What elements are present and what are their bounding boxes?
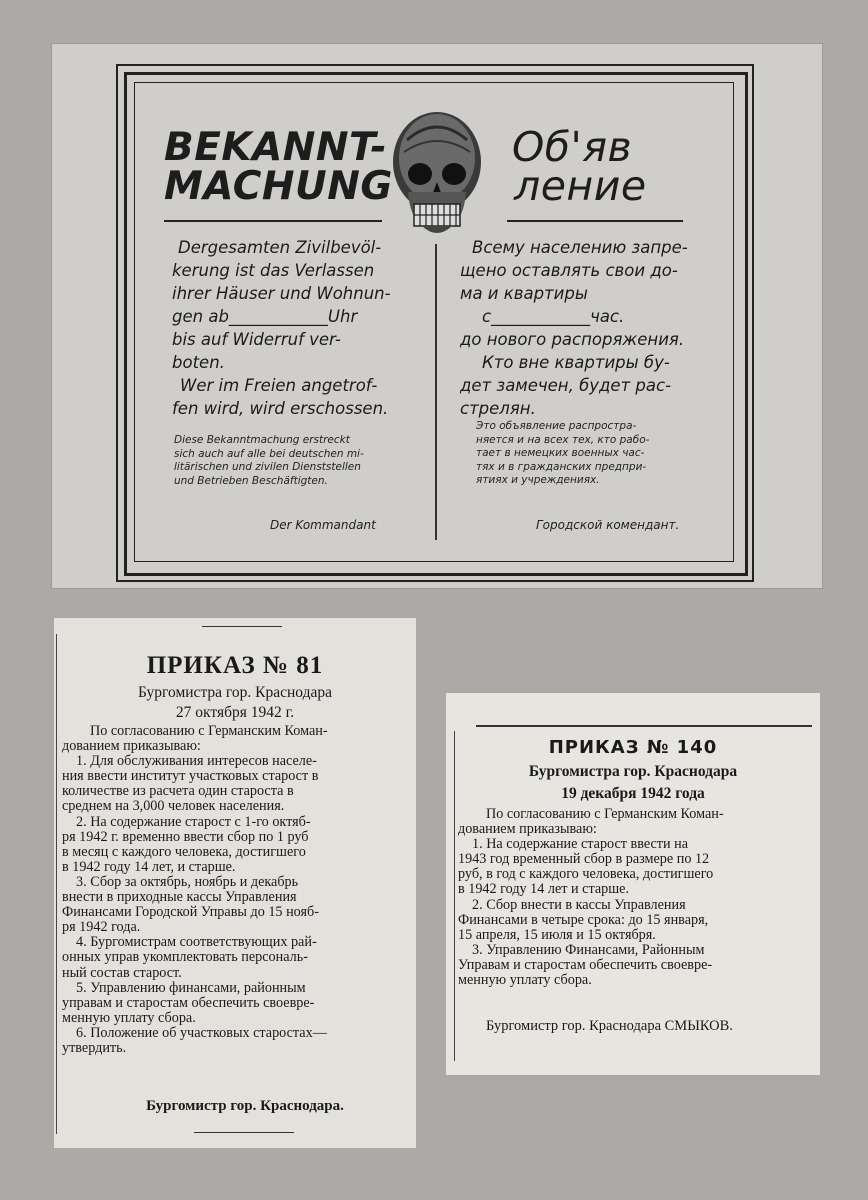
order-81-top-rule	[202, 626, 282, 627]
order-140-clipping	[446, 693, 820, 1075]
poster-russian-line: стрелян.	[460, 399, 536, 418]
poster-russian-note-line: няется и на всех тех, кто рабо-	[476, 433, 650, 446]
order-140-line: дованием приказываю:	[458, 821, 597, 838]
poster-russian-line: щено оставлять свои до-	[460, 261, 678, 280]
order-140-line: руб, в год с каждого человека, достигшего	[458, 866, 714, 883]
order-81-line: ря 1942 года.	[62, 919, 141, 936]
poster-center-divider	[435, 244, 437, 540]
poster-russian-line: дет замечен, будет рас-	[460, 376, 672, 395]
order-81-title: ПРИКАЗ № 81	[146, 652, 324, 679]
poster-german-signature: Der Kommandant	[270, 518, 376, 532]
poster-russian-title-line: ление	[514, 162, 647, 210]
order-140-line: 2. Сбор внести в кассы Управления	[472, 896, 686, 913]
order-81-line: ный состав старост.	[62, 964, 182, 981]
order-140-line: менную уплату сбора.	[458, 972, 592, 989]
poster-russian-title-line: Об'яв	[512, 123, 633, 171]
order-140-line: По согласованию с Германским Коман-	[486, 806, 724, 822]
order-81-line: среднем на 3,000 человек населения.	[62, 798, 285, 815]
order-81-line: в 1942 году 14 лет, и старше.	[62, 858, 236, 875]
poster-german-note-line: und Betrieben Beschäftigten.	[174, 474, 328, 487]
order-81-line: ря 1942 г. временно ввести сбор по 1 руб	[62, 828, 309, 845]
order-81-line: утвердить.	[62, 1039, 127, 1056]
poster-russian-line: до нового распоряжения.	[460, 330, 685, 349]
poster-russian-note-line: тях и в гражданских предпри-	[476, 460, 647, 473]
poster-german-title	[164, 125, 393, 209]
poster-german-line: boten.	[172, 353, 225, 372]
order-81-line: 6. Положение об участковых старостах—	[76, 1024, 327, 1041]
order-81-line: дованием приказываю:	[62, 738, 201, 755]
order-140-body	[458, 807, 814, 988]
order-140-line: Финансами в четыре срока: до 15 января,	[458, 911, 709, 928]
order-81-line: 3. Сбор за октябрь, ноябрь и декабрь	[76, 873, 299, 890]
poster-german-text	[172, 236, 391, 420]
order-140-line: 1943 год временный сбор в размере по 12	[458, 851, 710, 868]
order-140-subtitle: Бургомистра гор. Краснодара	[528, 763, 738, 780]
poster-russian-title	[512, 123, 647, 210]
order-81-signature: Бургомистр гор. Краснодара.	[146, 1098, 344, 1114]
order-81-line: По согласованию с Германским Коман-	[90, 723, 328, 739]
poster-german-note-line: Diese Bekanntmachung erstreckt	[174, 434, 350, 446]
poster-german-line: ihrer Häuser und Wohnun-	[172, 284, 391, 303]
poster-russian-line: Всему населению запре-	[472, 238, 688, 257]
order-81-line: менную уплату сбора.	[62, 1009, 196, 1026]
order-140-signature: Бургомистр гор. Краснодара СМЫКОВ.	[486, 1018, 733, 1034]
order-140-top-rule	[476, 725, 812, 727]
poster-russian-note-line: тает в немецких военных час-	[476, 447, 645, 459]
order-81-line: онных управ укомплектовать персональ-	[62, 949, 308, 966]
order-140-date: 19 декабря 1942 года	[561, 785, 705, 802]
poster-german-line: bis auf Widerruf ver-	[172, 330, 341, 349]
poster-german-line: fen wird, wird erschossen.	[172, 399, 389, 418]
poster-russian-line: Кто вне квартиры бу-	[482, 353, 670, 372]
order-81-line: управам и старостам обеспечить своевре-	[62, 994, 315, 1011]
poster-russian-signature: Городской комендант.	[536, 518, 680, 532]
poster-russian-note-line: ятиях и учреждениях.	[476, 474, 600, 486]
poster-german-line: kerung ist das Verlassen	[172, 261, 375, 280]
poster-russian-title-rule	[507, 220, 683, 222]
poster-russian-line: с____________час.	[482, 307, 625, 326]
poster-german-line: Dergesamten Zivilbevöl-	[178, 238, 382, 257]
poster-russian-text	[460, 236, 688, 420]
order-81-line: количестве из расчета один староста в	[62, 783, 294, 800]
poster-german-note-line: litärischen und zivilen Dienststellen	[174, 461, 361, 473]
order-81-line: 4. Бургомистрам соответствующих рай-	[76, 934, 317, 951]
poster-german-title-line: BEKANNT-	[164, 125, 388, 170]
poster-russian-note-line: Это объявление распростра-	[476, 420, 637, 432]
order-81-line: 5. Управлению финансами, районным	[76, 979, 306, 996]
poster-german-title-rule	[164, 220, 382, 222]
poster-german-title-line: MACHUNG	[164, 164, 393, 209]
order-140-line: Управам и старостам обеспечить своевре-	[458, 956, 713, 973]
order-81-line: 1. Для обслуживания интересов населе-	[76, 753, 317, 770]
order-81-date: 27 октября 1942 г.	[175, 704, 295, 721]
order-81-line: 2. На содержание старост с 1-го октяб-	[76, 813, 311, 830]
order-140-line: в 1942 году 14 лет и старше.	[458, 881, 630, 898]
poster-german-line: gen ab____________Uhr	[172, 307, 358, 326]
poster-bekanntmachung	[52, 44, 822, 588]
order-140-title: ПРИКАЗ № 140	[548, 737, 718, 758]
order-140-line: 3. Управлению Финансами, Районным	[472, 941, 705, 958]
poster-german-note	[174, 434, 364, 488]
order-81-line: ния ввести институт участковых старост в	[62, 768, 319, 785]
order-81-clipping	[54, 618, 416, 1148]
order-81-line: внести в приходные кассы Управления	[62, 889, 297, 906]
poster-russian-line: ма и квартиры	[460, 284, 588, 303]
poster-german-note-line: sich auch auf alle bei deutschen mi-	[174, 447, 364, 460]
poster-russian-note	[476, 420, 649, 488]
order-81-body	[62, 724, 412, 1056]
order-81-line: в месяц с каждого человека, достигшего	[62, 843, 306, 860]
poster-german-line: Wer im Freien angetrof-	[180, 376, 378, 395]
order-81-bottom-rule	[194, 1132, 294, 1133]
order-140-line: 1. На содержание старост ввести на	[472, 836, 689, 853]
order-140-line: 15 апреля, 15 июля и 15 октября.	[458, 926, 656, 943]
order-81-line: Финансами Городской Управы до 15 нояб-	[62, 904, 319, 921]
order-81-subtitle: Бургомистра гор. Краснодара	[138, 684, 332, 701]
